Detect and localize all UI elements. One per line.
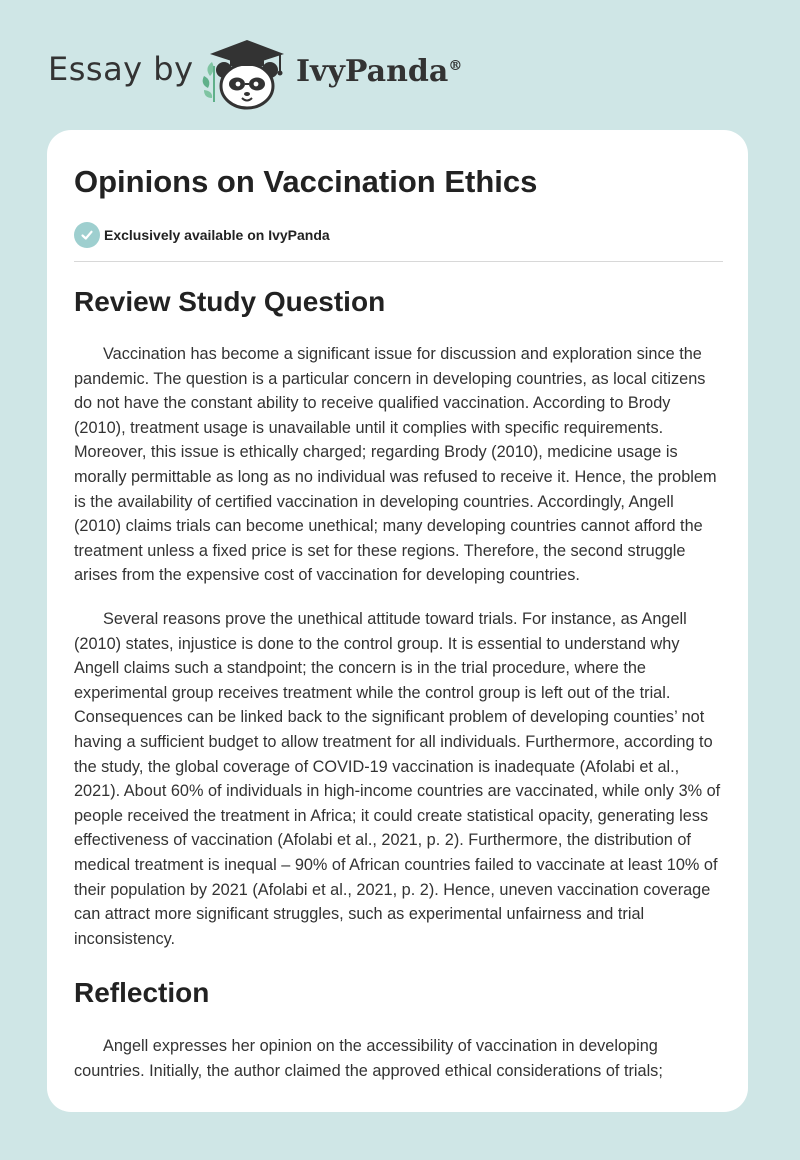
brand-name <box>296 54 462 89</box>
brand-prefix: Essay by <box>48 50 194 88</box>
article-card <box>47 130 748 1112</box>
section-heading-review: Review Study Question <box>74 286 386 317</box>
divider <box>74 261 723 262</box>
paragraph: Vaccination has become a significant issue for discussion and exploration since the pandemic. The question is a particular concern in developing countries, as local citizens do not have the constant ability to receive qualified vaccination. According to Brody (2010), treatment usage is unavailable until it complies with specific requirements. Moreover, this issue is ethically charged; regarding Brody (2010), medicine usage is morally permittable as long as no individual was refused to receive it. Hence, the problem is the availability of certified vaccination in developing countries. Accordingly, Angell (2010) claims trials can become unethical; many developing countries cannot afford the treatment unless a fixed price is set for these regions. Therefore, the second struggle arises from the expensive cost of vaccination for developing countries. <box>74 345 717 585</box>
exclusive-badge <box>74 222 330 248</box>
panda-logo-icon <box>200 36 292 110</box>
exclusive-badge-text: Exclusively available on IvyPanda <box>104 227 330 243</box>
registered-mark: ® <box>448 58 463 74</box>
paragraph: Angell expresses her opinion on the accessibility of vaccination in developing countries. Initially, the author claimed the approved ethical considerations of trials; <box>74 1037 663 1080</box>
brand-name-text: IvyPanda <box>296 54 449 89</box>
site-header <box>0 0 800 130</box>
checkmark-glyph <box>80 228 94 242</box>
paragraph: Several reasons prove the unethical attitude toward trials. For instance, as Angell (2010) states, injustice is done to the control group. It is essential to understand why Angell claims such a standpoint; the concern is in the trial procedure, where the experimental group receives treatment while the control group is left out of the trial. Consequences can be linked back to the significant problem of developing counties’ not having a sufficient budget to allow treatment for all individuals. Furthermore, according to the study, the global coverage of COVID-19 vaccination is inadequate (Afolabi et al., 2021). About 60% of individuals in high-income countries are vaccinated, while only 3% of people received the treatment in Africa; it could create statistical opacity, generating less effectiveness of vaccination (Afolabi et al., 2021, p. 2). Furthermore, the distribution of medical treatment is inequal – 90% of African countries failed to vaccinate at least 10% of their population by 2021 (Afolabi et al., 2021, p. 2). Hence, uneven vaccination coverage can attract more significant struggles, such as experimental unfairness and trial inconsistency. <box>74 610 721 948</box>
section-heading-reflection: Reflection <box>74 977 210 1008</box>
check-icon <box>74 222 100 248</box>
page-title: Opinions on Vaccination Ethics <box>74 164 538 199</box>
